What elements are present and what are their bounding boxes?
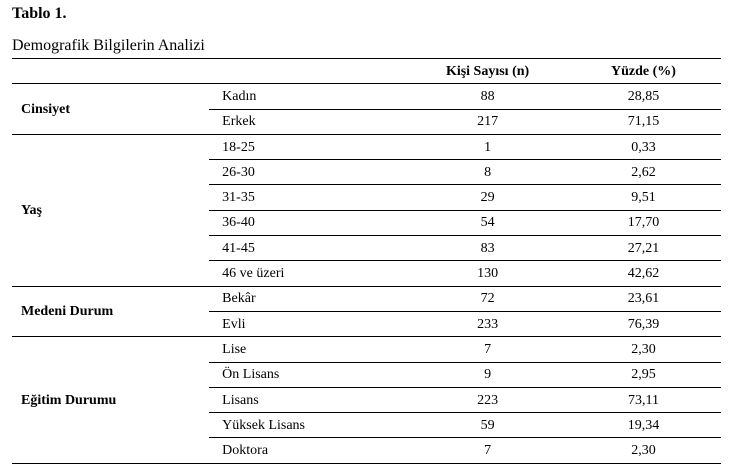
row-count: 54 [409,210,566,235]
group-label: Eğitim Durumu [12,337,209,463]
row-percent: 17,70 [566,210,721,235]
row-percent: 9,51 [566,185,721,210]
row-label: Bekâr [209,286,409,311]
group-label: Yaş [12,134,209,286]
row-label: Lisans [209,387,409,412]
row-percent: 2,30 [566,337,721,362]
row-count: 1 [409,134,566,159]
row-count: 9 [409,362,566,387]
row-label: Ön Lisans [209,362,409,387]
table-row [12,134,721,159]
row-label: 26-30 [209,160,409,185]
row-label: 41-45 [209,236,409,261]
row-count: 59 [409,413,566,438]
row-count: 130 [409,261,566,286]
table-label: Tablo 1. [12,5,67,22]
row-count: 8 [409,160,566,185]
row-label: Lise [209,337,409,362]
row-label: 46 ve üzeri [209,261,409,286]
row-label: 31-35 [209,185,409,210]
row-percent: 28,85 [566,84,721,109]
header-percent: Yüzde (%) [566,59,721,84]
row-count: 233 [409,311,566,336]
row-percent: 76,39 [566,311,721,336]
row-percent: 19,34 [566,413,721,438]
row-label: Erkek [209,109,409,134]
group-label: Cinsiyet [12,84,209,135]
row-label: Yüksek Lisans [209,413,409,438]
table-caption: Demografik Bilgilerin Analizi [12,37,205,54]
row-count: 7 [409,337,566,362]
row-label: Doktora [209,438,409,463]
row-percent: 23,61 [566,286,721,311]
header-sub [209,59,409,84]
table-row [12,337,721,362]
row-count: 29 [409,185,566,210]
row-label: Evli [209,311,409,336]
row-percent: 71,15 [566,109,721,134]
row-percent: 73,11 [566,387,721,412]
row-percent: 2,95 [566,362,721,387]
row-count: 88 [409,84,566,109]
table-body [12,84,721,463]
row-label: 36-40 [209,210,409,235]
table-row [12,84,721,109]
group-label: Medeni Durum [12,286,209,337]
row-percent: 42,62 [566,261,721,286]
header-count: Kişi Sayısı (n) [409,59,566,84]
header-group [12,59,209,84]
row-percent: 27,21 [566,236,721,261]
row-percent: 2,62 [566,160,721,185]
row-count: 72 [409,286,566,311]
row-count: 217 [409,109,566,134]
row-percent: 0,33 [566,134,721,159]
row-label: Kadın [209,84,409,109]
row-label: 18-25 [209,134,409,159]
demographics-table [12,58,721,464]
table-header-row [12,59,721,84]
table-row [12,286,721,311]
row-count: 223 [409,387,566,412]
row-count: 7 [409,438,566,463]
row-percent: 2,30 [566,438,721,463]
row-count: 83 [409,236,566,261]
